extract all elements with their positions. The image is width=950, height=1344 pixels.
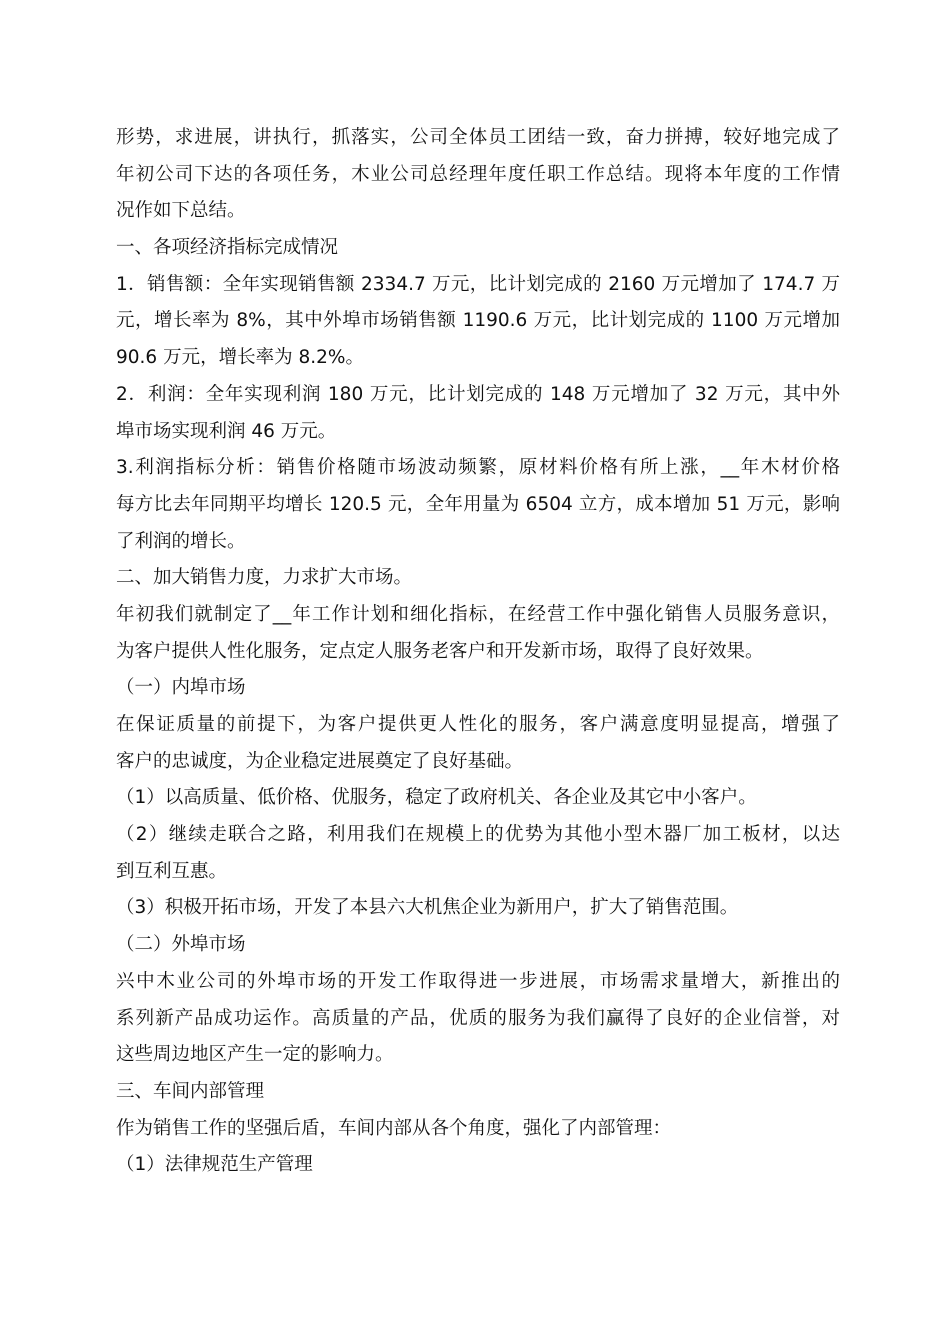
text-line: 年初公司下达的各项任务，木业公司总经理年度任职工作总结。现将本年度的工作情 [116, 163, 840, 185]
text-line: 3.利润指标分析：销售价格随市场波动频繁，原材料价格有所上涨，__年木材价格 [116, 457, 840, 479]
section-heading: 三、车间内部管理 [116, 1080, 265, 1102]
document-body [116, 120, 840, 1184]
text-line: 2．利润：全年实现利润 180 万元，比计划完成的 148 万元增加了 32 万元，其中外 [116, 383, 840, 405]
text-line: 埠市场实现利润 46 万元。 [116, 420, 337, 442]
section-heading: 一、各项经济指标完成情况 [116, 237, 339, 259]
subsection-heading: （二）外埠市场 [116, 934, 246, 956]
text-line: 了利润的增长。 [116, 530, 246, 552]
list-item: （1）法律规范生产管理 [116, 1154, 313, 1176]
section-heading: 二、加大销售力度，力求扩大市场。 [116, 567, 413, 589]
text-line: 到互利互惠。 [116, 860, 228, 882]
text-line: 形势，求进展，讲执行，抓落实，公司全体员工团结一致，奋力拼搏，较好地完成了 [116, 127, 840, 148]
text-line: 况作如下总结。 [116, 200, 246, 222]
list-item: （1）以高质量、低价格、优服务，稳定了政府机关、各企业及其它中小客户。 [116, 787, 757, 809]
text-line: 1．销售额：全年实现销售额 2334.7 万元，比计划完成的 2160 万元增加了 174.7 万 [116, 273, 840, 295]
text-line: 在保证质量的前提下，为客户提供更人性化的服务，客户满意度明显提高，增强了 [116, 714, 840, 735]
text-line: 客户的忠诚度，为企业稳定进展奠定了良好基础。 [116, 750, 524, 772]
text-line: 作为销售工作的坚强后盾，车间内部从各个角度，强化了内部管理： [116, 1117, 672, 1139]
list-item: （3）积极开拓市场，开发了本县六大机焦企业为新用户，扩大了销售范围。 [116, 897, 739, 919]
text-line: 这些周边地区产生一定的影响力。 [116, 1044, 394, 1066]
text-line: 每方比去年同期平均增长 120.5 元，全年用量为 6504 立方，成本增加 51 万元，影响 [116, 493, 840, 515]
subsection-heading: （一）内埠市场 [116, 677, 246, 699]
text-line: 为客户提供人性化服务，定点定人服务老客户和开发新市场，取得了良好效果。 [116, 640, 764, 662]
text-line: 兴中木业公司的外埠市场的开发工作取得进一步进展，市场需求量增大，新推出的 [116, 970, 840, 992]
text-line: 90.6 万元，增长率为 8.2%。 [116, 347, 364, 369]
text-line: 年初我们就制定了__年工作计划和细化指标，在经营工作中强化销售人员服务意识， [116, 603, 840, 625]
text-line: 元，增长率为 8%，其中外埠市场销售额 1190.6 万元，比计划完成的 1100 万元增加 [116, 310, 840, 332]
list-item: （2）继续走联合之路，利用我们在规模上的优势为其他小型木器厂加工板材，以达 [116, 824, 840, 846]
text-line: 系列新产品成功运作。高质量的产品，优质的服务为我们赢得了良好的企业信誉，对 [116, 1007, 840, 1029]
